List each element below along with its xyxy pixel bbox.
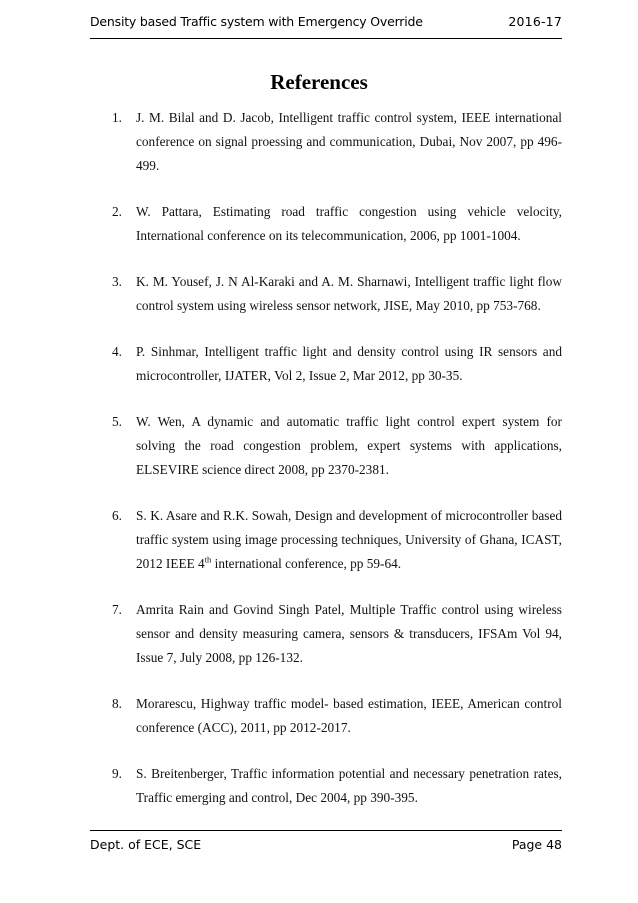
reference-item (112, 598, 562, 670)
ordinal-superscript: th (204, 554, 212, 565)
header-year: 2016-17 (508, 14, 562, 29)
reference-text-part: S. K. Asare and R.K. Sowah, Design and development of microcontroller based traffic system using image processing techniques, University of Ghana, ICAST, 2012 IEEE 4 (136, 508, 562, 571)
reference-item (112, 200, 562, 248)
reference-item (112, 270, 562, 318)
reference-item (112, 410, 562, 482)
reference-text: S. Breitenberger, Traffic information potential and necessary penetration rates, Traffic emerging and control, Dec 2004, pp 390-395. (136, 766, 562, 805)
reference-number: 8. (112, 696, 122, 711)
page-footer (90, 830, 562, 855)
reference-number: 3. (112, 274, 122, 289)
reference-item (112, 504, 562, 576)
reference-text: Morarescu, Highway traffic model- based estimation, IEEE, American control conference (ACC), 2011, pp 2012-2017. (136, 696, 562, 735)
reference-text-part: international conference, pp 59-64. (211, 556, 402, 571)
references-list (112, 106, 562, 832)
reference-text: W. Pattara, Estimating road traffic congestion using vehicle velocity, International conference on its telecommunication, 2006, pp 1001-1004. (136, 204, 562, 243)
header-document-title: Density based Traffic system with Emergency Override (90, 14, 423, 29)
footer-page-number: Page 48 (511, 837, 562, 852)
reference-text: K. M. Yousef, J. N Al-Karaki and A. M. Sharnawi, Intelligent traffic light flow control system using wireless sensor network, JISE, May 2010, pp 753-768. (136, 274, 562, 313)
reference-number: 1. (112, 110, 122, 125)
reference-text (136, 508, 562, 571)
reference-number: 6. (112, 508, 122, 523)
reference-item (112, 762, 562, 810)
reference-number: 2. (112, 204, 122, 219)
reference-text: W. Wen, A dynamic and automatic traffic light control expert system for solving the road congestion problem, expert systems with applications, ELSEVIRE science direct 2008, pp 2370-2381. (136, 414, 562, 477)
reference-item (112, 340, 562, 388)
reference-text: J. M. Bilal and D. Jacob, Intelligent traffic control system, IEEE international conference on signal proessing and communication, Dubai, Nov 2007, pp 496-499. (136, 110, 562, 173)
footer-department: Dept. of ECE, SCE (90, 837, 202, 852)
reference-number: 7. (112, 602, 122, 617)
reference-item (112, 106, 562, 178)
reference-number: 4. (112, 344, 122, 359)
reference-text: Amrita Rain and Govind Singh Patel, Multiple Traffic control using wireless sensor and density measuring camera, sensors & transducers, IFSAm Vol 94, Issue 7, July 2008, pp 126-132. (136, 602, 562, 665)
reference-item (112, 692, 562, 740)
reference-number: 9. (112, 766, 122, 781)
reference-text: P. Sinhmar, Intelligent traffic light and density control using IR sensors and microcontroller, IJATER, Vol 2, Issue 2, Mar 2012, pp 30-35. (136, 344, 562, 383)
page-title: References (270, 70, 368, 94)
reference-number: 5. (112, 414, 122, 429)
page-header (90, 12, 562, 39)
